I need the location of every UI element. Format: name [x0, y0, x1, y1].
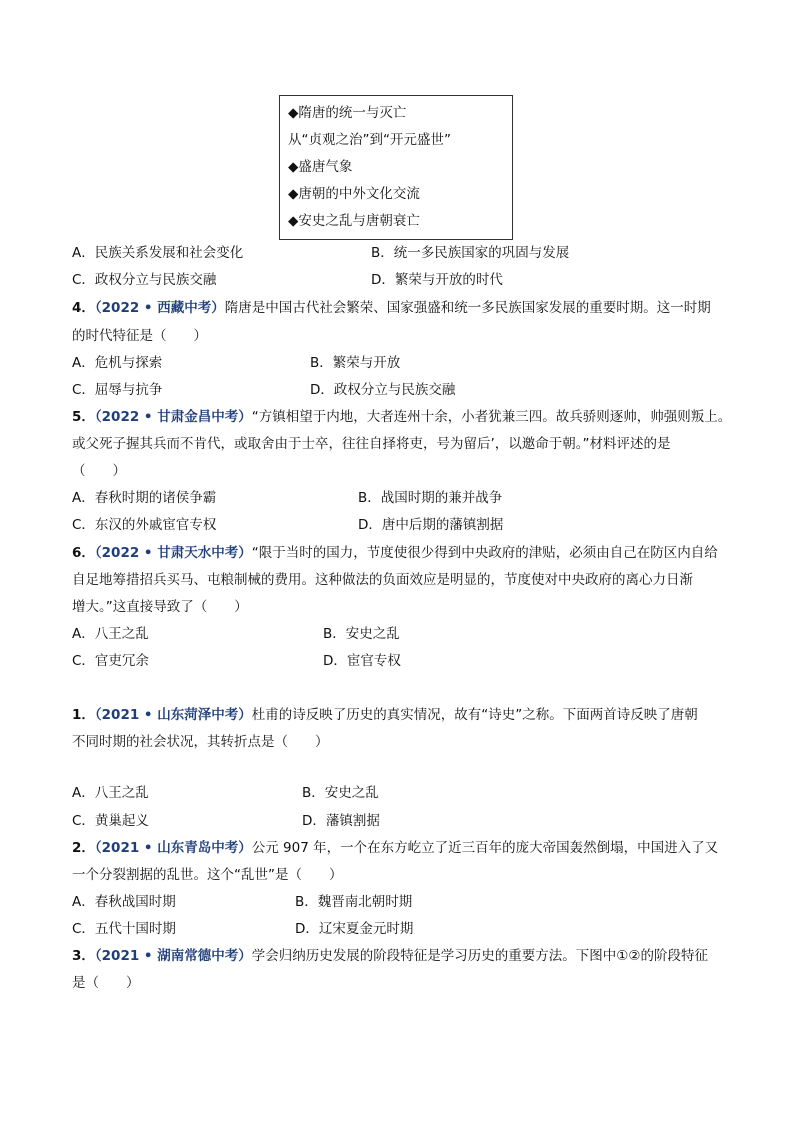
question-text: 自足地筹措招兵买马、屯粮制械的费用。这种做法的负面效应是明显的，节度使对中央政府的离心力日渐 — [72, 572, 693, 588]
option-d: D．唐中后期的藩镇割据 — [358, 517, 504, 533]
box-item: ◆盛唐气象 — [288, 159, 353, 175]
question-text: 的时代特征是（ ） — [72, 328, 207, 344]
question-text: 不同时期的社会状况，其转折点是（ ） — [72, 734, 329, 750]
box-item: ◆唐朝的中外文化交流 — [288, 186, 420, 202]
option-c: C．政权分立与民族交融 — [72, 272, 217, 288]
box-item: ◆安史之乱与唐朝衰亡 — [288, 213, 420, 229]
question-text: 是（ ） — [72, 975, 140, 991]
question-text: “限于当时的国力，节度使很少得到中央政府的津贴，必须由自己在防区内自给 — [251, 545, 718, 561]
option-b: B．魏晋南北朝时期 — [295, 894, 413, 910]
option-c: C．东汉的外戚宦官专权 — [72, 517, 217, 533]
option-c: C．五代十国时期 — [72, 921, 176, 937]
question-text: 增大。”这直接导致了（ ） — [72, 599, 248, 615]
option-a: A．八王之乱 — [72, 626, 149, 642]
question-6 — [72, 543, 718, 563]
question-source: （2021 • 山东青岛中考） — [94, 840, 252, 856]
question-text: 隋唐是中国古代社会繁荣、国家强盛和统一多民族国家发展的重要时期。这一时期 — [224, 300, 711, 316]
question-text: 公元 907 年，一个在东方屹立了近三百年的庞大帝国轰然倒塌，中国进入了又 — [251, 840, 719, 856]
option-b: B．安史之乱 — [323, 626, 400, 642]
question-3 — [72, 946, 708, 966]
option-a: A．危机与探索 — [72, 355, 163, 371]
question-text: 学会归纳历史发展的阶段特征是学习历史的重要方法。下图中①②的阶段特征 — [251, 948, 708, 964]
option-d: D．宦官专权 — [323, 653, 401, 669]
question-number: 6． — [72, 545, 95, 561]
question-number: 3． — [72, 948, 95, 964]
question-source: （2021 • 山东菏泽中考） — [94, 707, 252, 723]
question-text: “方镇相望于内地，大者连州十余，小者犹兼三四。故兵骄则逐帅，帅强则叛上。 — [251, 409, 732, 425]
question-source: （2021 • 湖南常德中考） — [94, 948, 252, 964]
option-b: B．繁荣与开放 — [310, 355, 401, 371]
question-source: （2022 • 西藏中考） — [94, 300, 225, 316]
option-a: A．八王之乱 — [72, 785, 149, 801]
option-d: D．藩镇割据 — [302, 813, 380, 829]
option-c: C．黄巢起义 — [72, 813, 149, 829]
question-number: 2． — [72, 840, 95, 856]
question-number: 5． — [72, 409, 95, 425]
option-d: D．政权分立与民族交融 — [310, 382, 456, 398]
question-text: 杜甫的诗反映了历史的真实情况，故有“诗史”之称。下面两首诗反映了唐朝 — [251, 707, 698, 723]
option-b: B．安史之乱 — [302, 785, 379, 801]
option-c: C．屈辱与抗争 — [72, 382, 163, 398]
option-a: A．民族关系发展和社会变化 — [72, 245, 244, 261]
option-d: D．辽宋夏金元时期 — [295, 921, 414, 937]
option-a: A．春秋战国时期 — [72, 894, 176, 910]
question-source: （2022 • 甘肃天水中考） — [94, 545, 252, 561]
option-b: B．统一多民族国家的巩固与发展 — [371, 245, 570, 261]
question-source: （2022 • 甘肃金昌中考） — [94, 409, 252, 425]
question-number: 1． — [72, 707, 95, 723]
option-a: A．春秋时期的诸侯争霸 — [72, 490, 217, 506]
question-text: 一个分裂割据的乱世。这个“乱世”是（ ） — [72, 867, 343, 883]
summary-box — [279, 95, 513, 240]
question-5 — [72, 407, 731, 427]
box-item: 从“贞观之治”到“开元盛世” — [288, 132, 451, 148]
option-c: C．官吏冗余 — [72, 653, 149, 669]
question-4 — [72, 298, 711, 318]
option-b: B．战国时期的兼并战争 — [358, 490, 503, 506]
question-text: 或父死子握其兵而不肯代，或取舍由于士卒，往往自择将吏，号为留后’，以邀命于朝。”材料评述的是 — [72, 436, 671, 452]
option-d: D．繁荣与开放的时代 — [371, 272, 503, 288]
question-2 — [72, 838, 718, 858]
question-1 — [72, 705, 698, 725]
question-text: （ ） — [72, 463, 126, 479]
box-item: ◆隋唐的统一与灭亡 — [288, 105, 407, 121]
question-number: 4． — [72, 300, 95, 316]
